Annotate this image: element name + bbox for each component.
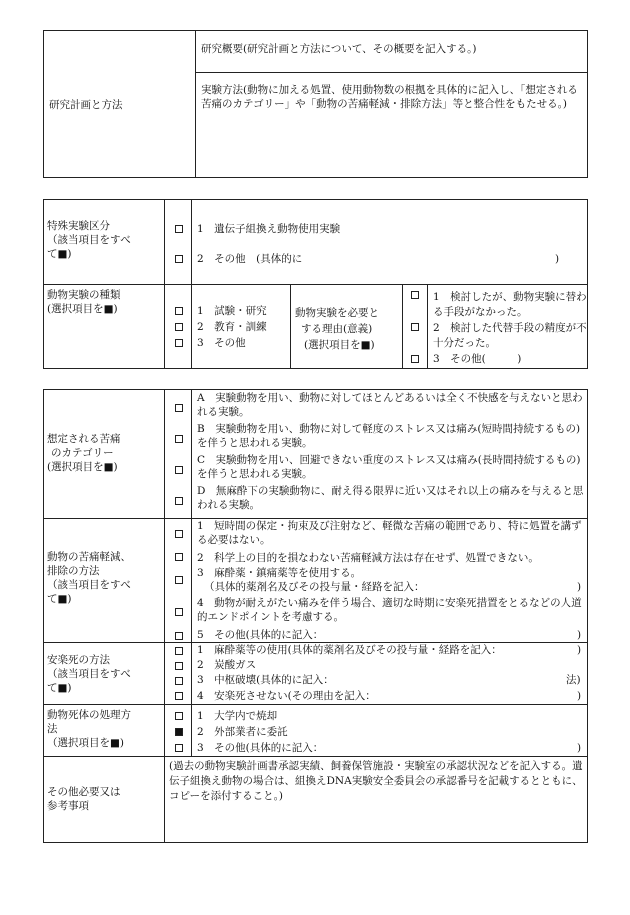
welfare-table — [43, 389, 588, 843]
experiment-type-checkbox-2[interactable] — [175, 323, 183, 331]
euthanasia-option-1-close: ) — [577, 644, 582, 656]
special-experiment-label: 特殊実験区分 （該当項目をすべ て■) — [47, 220, 131, 260]
reason-checkbox-2[interactable] — [411, 323, 419, 331]
pain-category-checkbox-d[interactable] — [175, 497, 183, 505]
pain-relief-option-1: 1 短時間の保定・拘束及び注射など、軽微な苦痛の範囲であり、特に処置を講ずる必要はない。 — [197, 520, 582, 546]
pain-category-option-a: A 実験動物を用い、動物に対してほとんどあるいは全く不快感を与えないと思われる実験。 — [197, 392, 583, 418]
carcass-disposal-checkbox-2[interactable] — [175, 728, 183, 736]
pain-relief-option-3-detail: （具体的薬剤名及びその投与量・経路を記入： — [204, 581, 425, 593]
experiment-type-label: 動物実験の種類 (選択項目を■) — [47, 289, 121, 315]
euthanasia-checkbox-2[interactable] — [175, 662, 183, 670]
reason-option-2: 2 検討した代替手段の精度が不十分だった。 — [433, 322, 587, 349]
other-notes-field[interactable]: (過去の動物実験計画書承認実績、飼養保管施設・実験室の承認状況などを記入する。遺伝子組換え動物の場合は、組換えDNA実験安全委員会の承認番号を記載するとともに、コピーを添付すること。) — [169, 760, 583, 802]
pain-category-checkbox-b[interactable] — [175, 435, 183, 443]
pain-relief-option-5: 5 その他(具体的に記入： — [197, 629, 324, 641]
reason-option-1: 1 検討したが、動物実験に替わる手段がなかった。 — [433, 291, 587, 318]
carcass-disposal-option-2: 2 外部業者に委託 — [197, 726, 288, 738]
euthanasia-option-4: 4 安楽死させない(その理由を記入： — [197, 690, 376, 702]
research-plan-label: 研究計画と方法 — [49, 99, 123, 111]
euthanasia-option-3-close: 法) — [566, 674, 581, 686]
pain-relief-option-3-close: ) — [577, 581, 582, 593]
pain-category-checkbox-a[interactable] — [175, 404, 183, 412]
carcass-disposal-checkbox-1[interactable] — [175, 712, 183, 720]
euthanasia-checkbox-1[interactable] — [175, 647, 183, 655]
carcass-disposal-label: 動物死体の処理方 法 （選択項目を■) — [47, 709, 131, 749]
euthanasia-label: 安楽死の方法 （該当項目をすべ て■) — [47, 654, 131, 694]
euthanasia-checkbox-4[interactable] — [175, 692, 183, 700]
pain-relief-option-5-close: ) — [577, 629, 582, 641]
reason-checkbox-3[interactable] — [411, 355, 419, 363]
euthanasia-option-3: 3 中枢破壊(具体的に記入： — [197, 674, 334, 686]
euthanasia-option-4-close: ) — [577, 690, 582, 702]
pain-relief-option-3: 3 麻酔薬・鎮痛薬等を使用する。 — [197, 567, 362, 579]
other-notes-label: その他必要又は 参考事項 — [47, 786, 121, 812]
pain-category-option-d: D 無麻酔下の実験動物に、耐え得る限界に近い又はそれ以上の痛みを与えると思われる実験。 — [197, 485, 584, 511]
special-experiment-close-paren: ) — [555, 253, 560, 265]
euthanasia-checkbox-3[interactable] — [175, 677, 183, 685]
pain-relief-checkbox-2[interactable] — [175, 553, 183, 561]
experiment-classification-table — [43, 199, 588, 369]
special-experiment-checkbox-2[interactable] — [175, 255, 183, 263]
carcass-disposal-option-3: 3 その他(具体的に記入： — [197, 742, 324, 754]
pain-category-option-c: C 実験動物を用い、回避できない重度のストレス又は痛み(長時間持続するもの)を伴うと思われる実験。 — [197, 454, 581, 480]
research-summary-field[interactable]: 研究概要(研究計画と方法について、その概要を記入する。) — [201, 43, 477, 55]
experiment-type-option-2: 2 教育・訓練 — [197, 321, 267, 333]
carcass-disposal-option-3-close: ) — [577, 742, 582, 754]
reason-label: 動物実験を必要と する理由(意義) (選択項目を■) — [295, 307, 379, 351]
euthanasia-option-1: 1 麻酔薬等の使用(具体的薬剤名及びその投与量・経路を記入： — [197, 644, 502, 656]
carcass-disposal-option-1: 1 大学内で焼却 — [197, 710, 278, 722]
special-experiment-option-1: 1 遺伝子組換え動物使用実験 — [197, 223, 341, 235]
experiment-type-option-3: 3 その他 — [197, 337, 246, 349]
pain-relief-checkbox-4[interactable] — [175, 608, 183, 616]
special-experiment-checkbox-1[interactable] — [175, 225, 183, 233]
reason-checkbox-1[interactable] — [411, 291, 419, 299]
pain-category-label: 想定される苦痛 のカテゴリー (選択項目を■) — [47, 433, 121, 473]
pain-relief-checkbox-3[interactable] — [175, 576, 183, 584]
pain-relief-checkbox-1[interactable] — [175, 530, 183, 538]
experiment-type-option-1: 1 試験・研究 — [197, 305, 267, 317]
pain-relief-option-4: 4 動物が耐えがたい痛みを伴う場合、適切な時期に安楽死措置をとるなどの人道的エンドポイントを考慮する。 — [197, 597, 582, 623]
experiment-method-field[interactable]: 実験方法(動物に加える処置、使用動物数の根拠を具体的に記入し、「想定される苦痛のカテゴリー」や「動物の苦痛軽減・排除方法」等と整合性をもたせる。) — [201, 84, 578, 110]
research-plan-table — [43, 30, 588, 178]
carcass-disposal-checkbox-3[interactable] — [175, 744, 183, 752]
pain-relief-option-2: 2 科学上の目的を損なわない苦痛軽減方法は存在せず、処置できない。 — [197, 552, 539, 564]
experiment-type-checkbox-3[interactable] — [175, 339, 183, 347]
special-experiment-option-2: 2 その他 (具体的に — [197, 253, 303, 265]
pain-relief-label: 動物の苦痛軽減、 排除の方法 （該当項目をすべ て■) — [47, 551, 131, 605]
pain-relief-checkbox-5[interactable] — [175, 632, 183, 640]
euthanasia-option-2: 2 炭酸ガス — [197, 659, 257, 671]
pain-category-option-b: B 実験動物を用い、動物に対して軽度のストレス又は痛み(短時間持続するもの)を伴うと思われる実験。 — [197, 423, 581, 449]
pain-category-checkbox-c[interactable] — [175, 466, 183, 474]
reason-option-3: 3 その他( ) — [433, 353, 522, 365]
experiment-type-checkbox-1[interactable] — [175, 307, 183, 315]
